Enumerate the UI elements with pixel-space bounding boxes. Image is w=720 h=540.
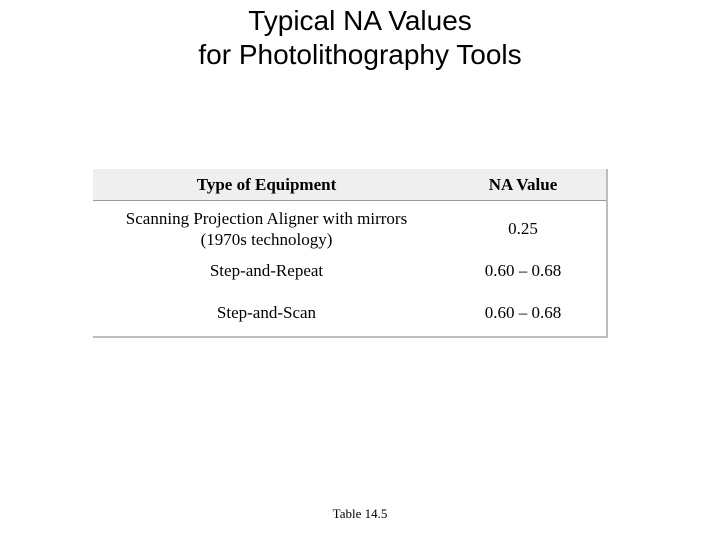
row3-equipment: Step-and-Scan <box>216 303 317 322</box>
table-header-row <box>93 169 606 201</box>
header-na-value: NA Value <box>488 175 558 194</box>
na-values-table <box>93 169 608 338</box>
row2-equipment: Step-and-Repeat <box>209 261 324 280</box>
header-type-of-equipment: Type of Equipment <box>196 175 337 194</box>
row1-equipment-line2: (1970s technology) <box>200 230 333 249</box>
table-caption: Table 14.5 <box>332 506 388 521</box>
row1-equipment-line1: Scanning Projection Aligner with mirrors <box>125 209 408 228</box>
row1-na-value: 0.25 <box>508 219 538 238</box>
row3-na-value: 0.60 – 0.68 <box>484 303 562 322</box>
title-line-1: Typical NA Values <box>248 5 472 36</box>
slide-title <box>0 4 720 72</box>
row2-na-value: 0.60 – 0.68 <box>484 261 562 280</box>
title-line-2: for Photolithography Tools <box>198 39 522 70</box>
